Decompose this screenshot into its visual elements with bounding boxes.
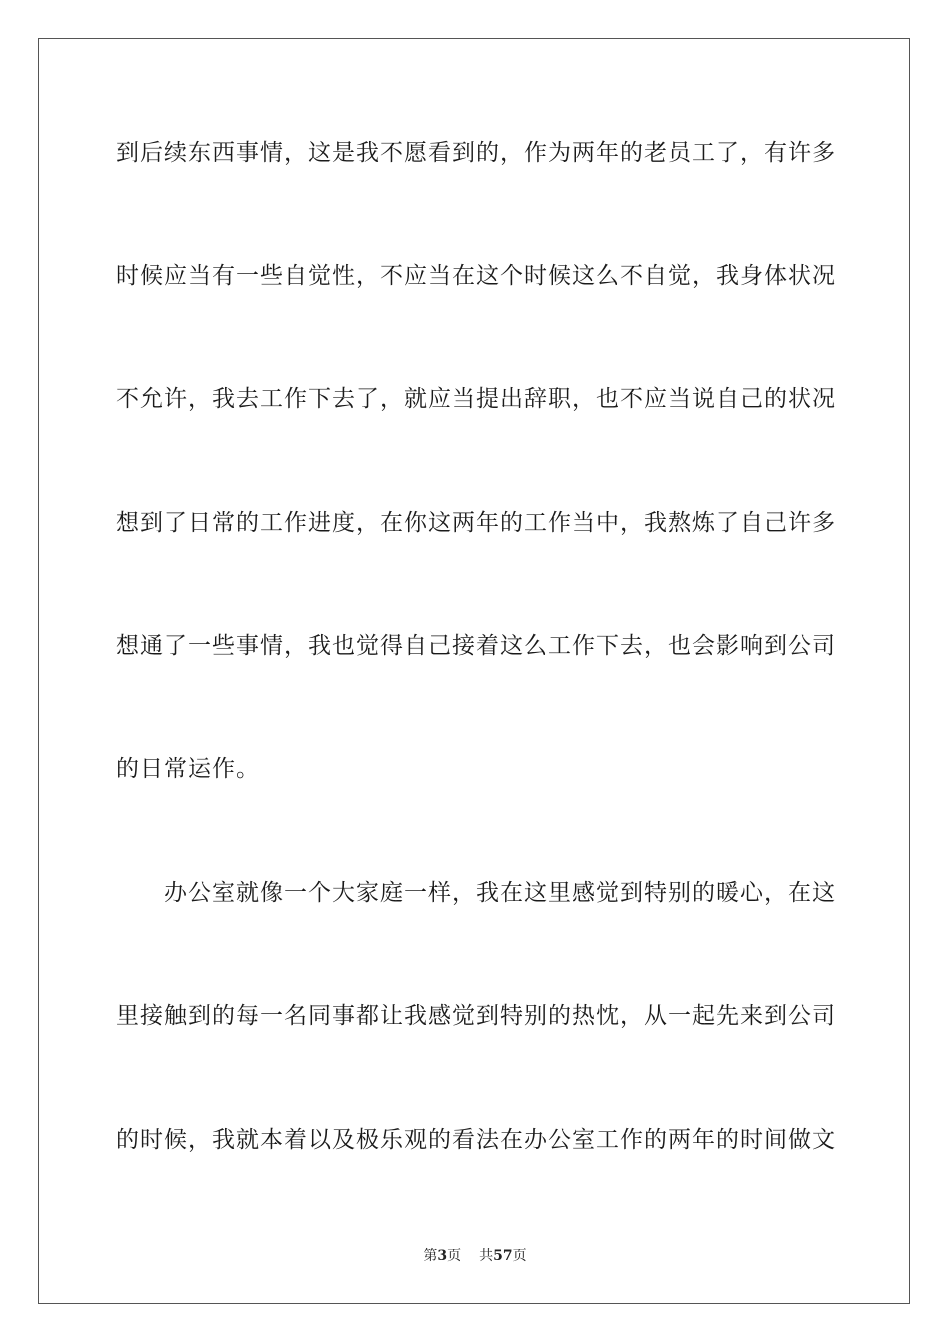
total-label-prefix: 共 bbox=[479, 1248, 494, 1264]
page-label-suffix: 页 bbox=[447, 1248, 462, 1264]
page-label-prefix: 第 bbox=[423, 1248, 438, 1264]
body-text-line: 想到了日常的工作进度，在你这两年的工作当中，我熬炼了自己许多 bbox=[116, 510, 836, 536]
page-footer bbox=[0, 1246, 950, 1266]
paragraph-first-line: 办公室就像一个大家庭一样，我在这里感觉到特别的暖心，在这 bbox=[164, 880, 836, 906]
body-text-line: 不允许，我去工作下去了，就应当提出辞职，也不应当说自己的状况 bbox=[116, 386, 836, 412]
body-text-line: 时候应当有一些自觉性，不应当在这个时候这么不自觉，我身体状况 bbox=[116, 263, 836, 289]
page-number: 3 bbox=[437, 1248, 448, 1264]
body-text-line: 想通了一些事情，我也觉得自己接着这么工作下去，也会影响到公司 bbox=[116, 633, 836, 659]
body-text-line: 里接触到的每一名同事都让我感觉到特别的热忱，从一起先来到公司 bbox=[116, 1003, 836, 1029]
body-text-line: 到后续东西事情，这是我不愿看到的，作为两年的老员工了，有许多 bbox=[116, 140, 836, 166]
body-text-line: 的时候，我就本着以及极乐观的看法在办公室工作的两年的时间做文 bbox=[116, 1127, 836, 1153]
body-text-line: 的日常运作。 bbox=[116, 756, 260, 782]
page-border bbox=[38, 38, 910, 1304]
total-pages: 57 bbox=[493, 1248, 513, 1264]
total-label-suffix: 页 bbox=[512, 1248, 527, 1264]
